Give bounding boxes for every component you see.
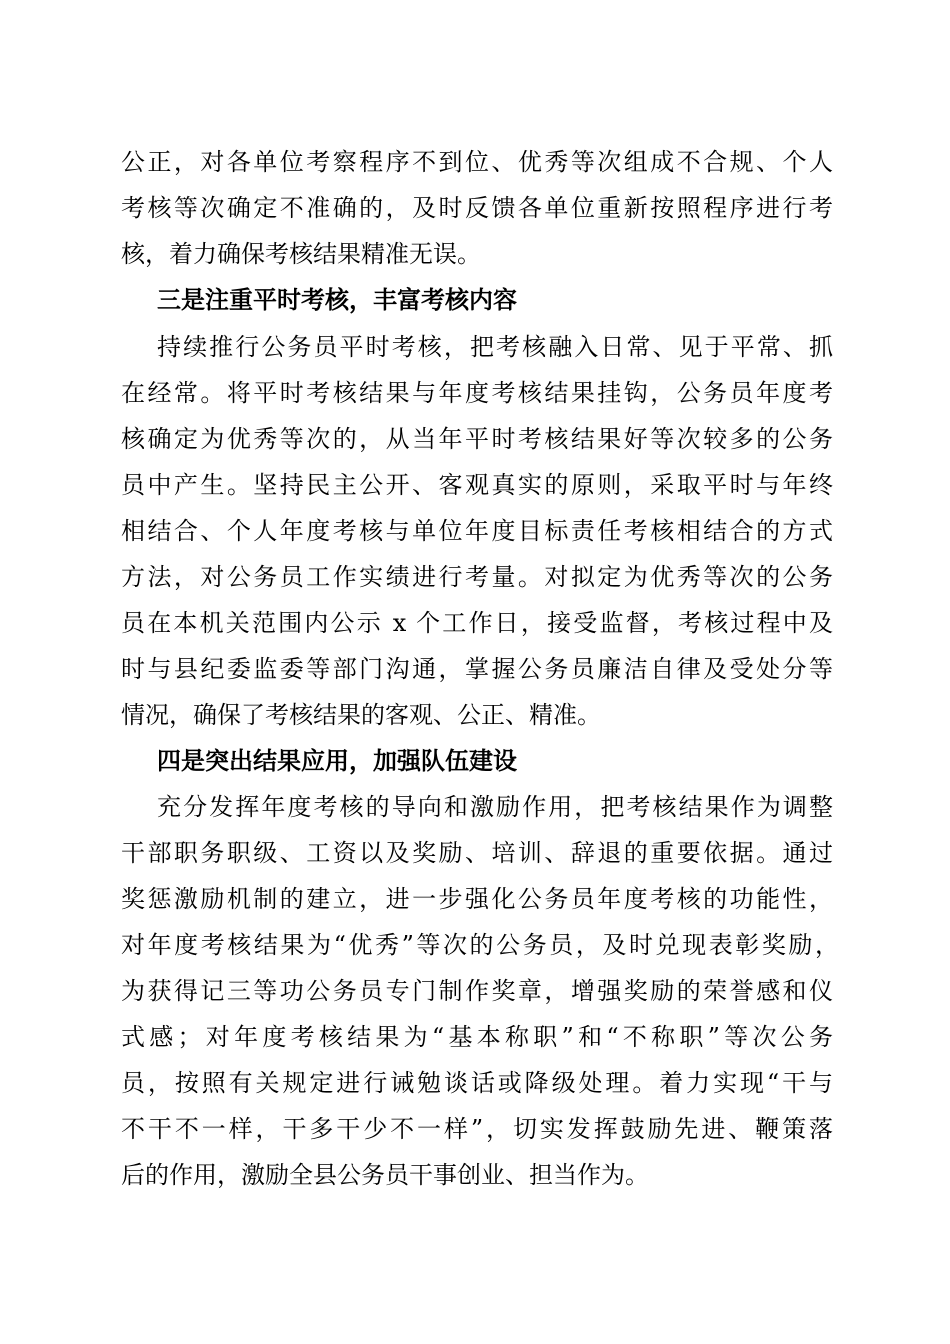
paragraph-line: 对年度考核结果为“优秀”等次的公务员，及时兑现表彰奖励， — [121, 931, 839, 959]
paragraph-line: 员，按照有关规定进行诫勉谈话或降级处理。着力实现“干与 — [121, 1069, 833, 1097]
paragraph-line: 充分发挥年度考核的导向和激励作用，把考核结果作为调整 — [157, 793, 833, 821]
paragraph-line: 为获得记三等功公务员专门制作奖章，增强奖励的荣誉感和仪 — [121, 977, 833, 1005]
paragraph-line: 在经常。将平时考核结果与年度考核结果挂钩，公务员年度考 — [121, 379, 833, 407]
section-heading-4: 四是突出结果应用，加强队伍建设 — [157, 746, 517, 775]
paragraph-line: 不干不一样，干多干少不一样”，切实发挥鼓励先进、鞭策落 — [121, 1115, 833, 1143]
paragraph-line: 式感；对年度考核结果为“基本称职”和“不称职”等次公务 — [121, 1023, 833, 1051]
paragraph-line: 公正，对各单位考察程序不到位、优秀等次组成不合规、个人 — [121, 148, 833, 176]
paragraph-line: 核确定为优秀等次的，从当年平时考核结果好等次较多的公务 — [121, 425, 833, 453]
paragraph-line: 方法，对公务员工作实绩进行考量。对拟定为优秀等次的公务 — [121, 563, 833, 591]
paragraph-line: 时与县纪委监委等部门沟通，掌握公务员廉洁自律及受处分等 — [121, 655, 833, 683]
paragraph-line: 考核等次确定不准确的，及时反馈各单位重新按照程序进行考 — [121, 194, 833, 222]
paragraph-line: 干部职务职级、工资以及奖励、培训、辞退的重要依据。通过 — [121, 839, 833, 867]
paragraph-line: 持续推行公务员平时考核，把考核融入日常、见于平常、抓 — [157, 333, 833, 361]
paragraph-line: 后的作用，激励全县公务员干事创业、担当作为。 — [121, 1161, 649, 1189]
paragraph-line: 情况，确保了考核结果的客观、公正、精准。 — [121, 701, 601, 729]
paragraph-line: 相结合、个人年度考核与单位年度目标责任考核相结合的方式 — [121, 517, 833, 545]
paragraph-line: 员中产生。坚持民主公开、客观真实的原则，采取平时与年终 — [121, 471, 833, 499]
paragraph-line: 奖惩激励机制的建立，进一步强化公务员年度考核的功能性， — [121, 885, 833, 913]
paragraph-line: 核，着力确保考核结果精准无误。 — [121, 240, 481, 268]
paragraph-line: 员在本机关范围内公示 x 个工作日，接受监督，考核过程中及 — [121, 609, 833, 637]
section-heading-3: 三是注重平时考核，丰富考核内容 — [157, 285, 517, 314]
